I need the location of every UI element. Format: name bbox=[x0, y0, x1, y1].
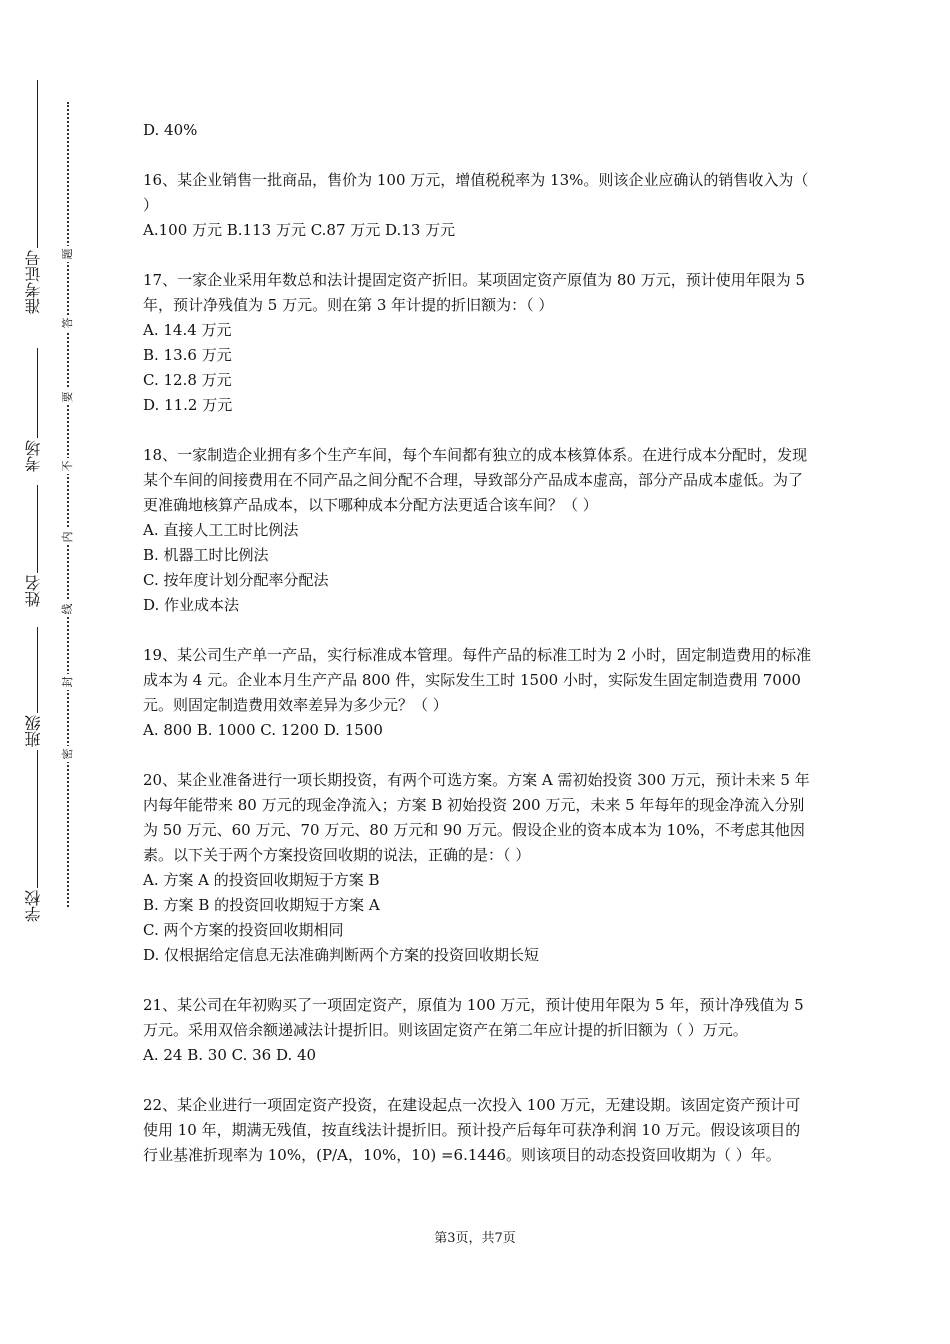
option-line: A. 14.4 万元 bbox=[143, 321, 232, 339]
field-exam-room bbox=[22, 440, 46, 510]
question-22 bbox=[143, 1093, 813, 1168]
seal-char: 要 bbox=[61, 389, 75, 405]
field-label-exam-number: 准考证号 bbox=[24, 250, 43, 314]
field-exam-number bbox=[22, 250, 46, 370]
question-text: 22、某企业进行一项固定资产投资，在建设起点一次投入 100 万元，无建设期。该固定资产预计可使用 10 年，期满无残值，按直线法计提折旧。预计投产后每年可获净利润 10 万元。假设该项目的行业基准折现率为 10%，(P/A，10%，10) =6.1446。则该项目的动态投资回收期为（ ）年。 bbox=[143, 1096, 801, 1164]
field-name bbox=[22, 575, 46, 635]
question-text: 21、某公司在年初购买了一项固定资产，原值为 100 万元，预计使用年限为 5 年，预计净残值为 5 万元。采用双倍余额递减法计提折旧。则该固定资产在第二年应计提的折旧额为（ ）万元。 bbox=[143, 996, 804, 1039]
seal-line-text bbox=[60, 102, 76, 907]
question-21 bbox=[143, 993, 813, 1068]
option-line: A. 800 B. 1000 C. 1200 D. 1500 bbox=[143, 721, 383, 739]
field-underline bbox=[37, 627, 38, 713]
option-line: B. 方案 B 的投资回收期短于方案 A bbox=[143, 896, 380, 914]
option-line: C. 按年度计划分配率分配法 bbox=[143, 571, 329, 589]
question-text: 19、某公司生产单一产品，实行标准成本管理。每件产品的标准工时为 2 小时，固定制造费用的标准成本为 4 元。企业本月生产产品 800 件，实际发生工时 1500 小时，实际发生固定制造费用 7000 元。则固定制造费用效率差异为多少元？（ ） bbox=[143, 646, 812, 714]
option-line: C. 两个方案的投资回收期相同 bbox=[143, 921, 344, 939]
field-underline bbox=[37, 750, 38, 888]
question-18 bbox=[143, 443, 813, 618]
field-underline bbox=[37, 485, 38, 573]
seal-char: 封 bbox=[61, 674, 75, 690]
option-line: D. 11.2 万元 bbox=[143, 396, 233, 414]
question-text: 17、一家企业采用年数总和法计提固定资产折旧。某项固定资产原值为 80 万元，预计使用年限为 5 年，预计净残值为 5 万元。则在第 3 年计提的折旧额为：（ ） bbox=[143, 271, 806, 314]
question-15-tail bbox=[143, 118, 813, 143]
field-class bbox=[22, 715, 46, 775]
seal-char: 密 bbox=[61, 746, 75, 762]
seal-char: 内 bbox=[61, 529, 75, 545]
field-underline bbox=[37, 348, 38, 438]
option-line: C. 12.8 万元 bbox=[143, 371, 232, 389]
seal-char: 不 bbox=[61, 458, 75, 474]
option-line: D. 作业成本法 bbox=[143, 596, 240, 614]
field-label-name: 姓名 bbox=[24, 575, 43, 607]
question-16 bbox=[143, 168, 813, 243]
option-line: B. 13.6 万元 bbox=[143, 346, 232, 364]
field-label-class: 班级 bbox=[24, 715, 43, 747]
question-list bbox=[143, 118, 813, 1193]
question-17 bbox=[143, 268, 813, 418]
question-text: 18、一家制造企业拥有多个生产车间，每个车间都有独立的成本核算体系。在进行成本分配时，发现某个车间的间接费用在不同产品之间分配不合理，导致部分产品成本虚高，部分产品成本虚低。为了更准确地核算产品成本，以下哪种成本分配方法更适合该车间？（ ） bbox=[143, 446, 808, 514]
page-footer: 第3页，共7页 bbox=[434, 1231, 516, 1246]
question-19 bbox=[143, 643, 813, 743]
question-text: 16、某企业销售一批商品，售价为 100 万元，增值税税率为 13%。则该企业应确认的销售收入为（ ） bbox=[143, 171, 809, 214]
option-line: B. 机器工时比例法 bbox=[143, 546, 269, 564]
option-line: D. 40% bbox=[143, 121, 198, 139]
option-line: A.100 万元 B.113 万元 C.87 万元 D.13 万元 bbox=[143, 221, 456, 239]
question-text: 20、某企业准备进行一项长期投资，有两个可选方案。方案 A 需初始投资 300 万元，预计未来 5 年内每年能带来 80 万元的现金净流入；方案 B 初始投资 200 万元，未来 5 年每年的现金净流入分别为 50 万元、60 万元、70 万元、80 万元和 90 万元。假设企业的资本成本为 10%，不考虑其他因素。以下关于两个方案投资回收期的说法，正确的是：（ ） bbox=[143, 771, 810, 864]
option-line: A. 24 B. 30 C. 36 D. 40 bbox=[143, 1046, 317, 1064]
field-school bbox=[22, 890, 46, 950]
option-line: A. 直接人工工时比例法 bbox=[143, 521, 299, 539]
seal-char: 题 bbox=[61, 246, 75, 262]
student-info-margin bbox=[22, 80, 46, 930]
question-20 bbox=[143, 768, 813, 968]
option-line: A. 方案 A 的投资回收期短于方案 B bbox=[143, 871, 380, 889]
option-line: D. 仅根据给定信息无法准确判断两个方案的投资回收期长短 bbox=[143, 946, 540, 964]
field-label-exam-room: 考场 bbox=[24, 440, 43, 472]
field-underline bbox=[37, 80, 38, 248]
seal-char: 线 bbox=[61, 601, 75, 617]
field-label-school: 学校 bbox=[24, 890, 43, 922]
seal-char: 答 bbox=[61, 315, 75, 331]
